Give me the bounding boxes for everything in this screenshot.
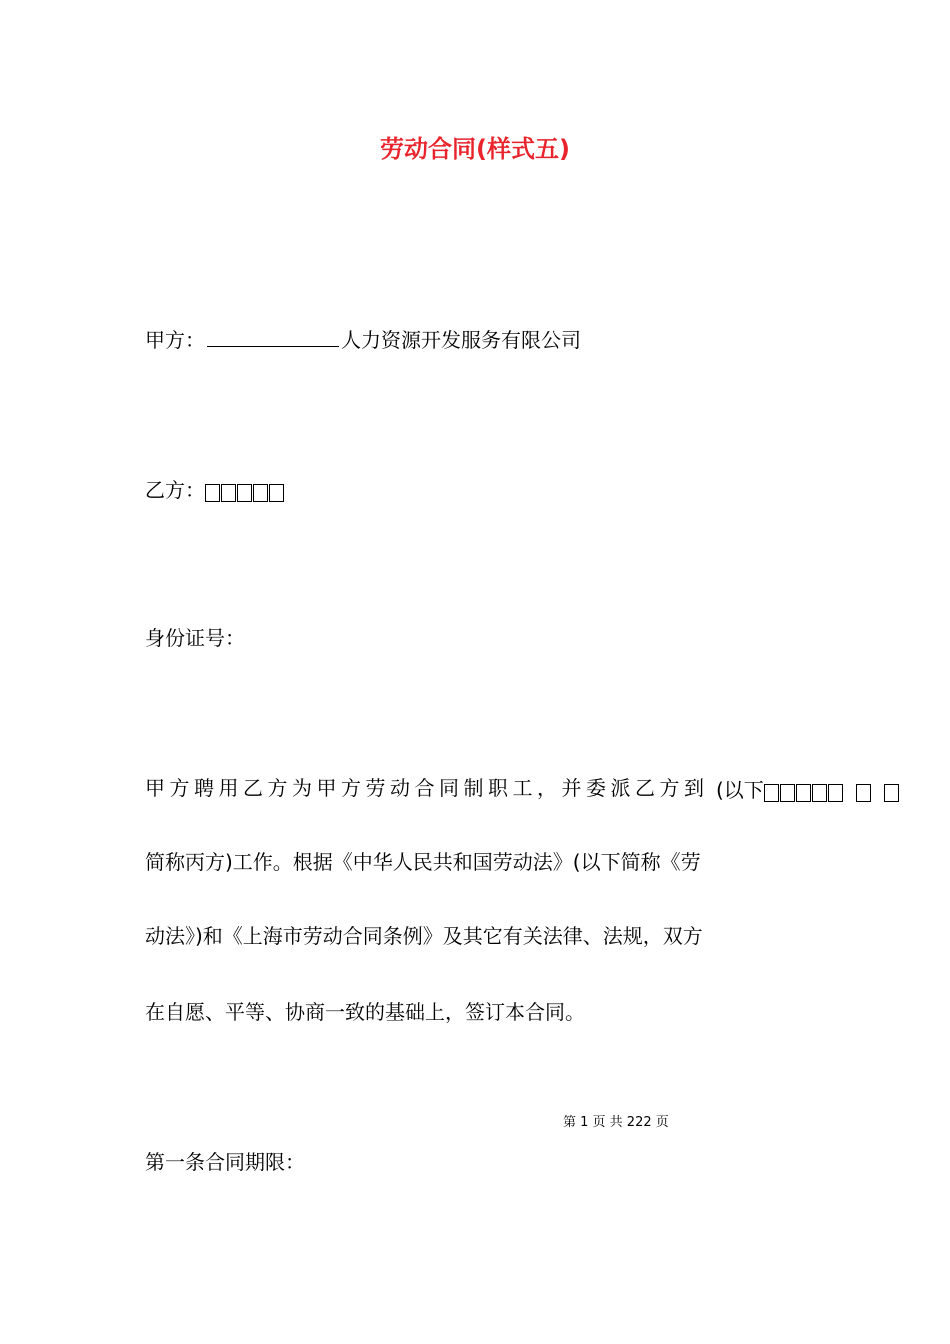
- paragraph-line-1-boxes: [764, 778, 900, 806]
- placeholder-box: [253, 484, 268, 502]
- party-a-line: [145, 326, 581, 354]
- paragraph-line-2-text: 简称丙方)工作。根据《中华人民共和国劳动法》(以下简称《劳: [145, 850, 701, 874]
- paragraph-line-3: [145, 922, 703, 950]
- party-a-company: 人力资源开发服务有限公司: [341, 328, 581, 352]
- paragraph-line-4: [145, 998, 585, 1026]
- page-footer: 第 1 页 共 222 页: [563, 1115, 669, 1130]
- paragraph-line-1: [145, 774, 709, 802]
- placeholder-box: [828, 784, 843, 802]
- paragraph-line-2: [145, 848, 701, 876]
- article-1-heading-text: 第一条合同期限：: [145, 1150, 305, 1174]
- article-1-heading: [145, 1148, 305, 1176]
- party-b-placeholder-boxes: [205, 478, 285, 506]
- party-b-line: [145, 476, 285, 506]
- placeholder-box: [269, 484, 284, 502]
- document-title: 劳动合同(样式五): [380, 135, 570, 163]
- paragraph-line-1-overlap: [716, 776, 900, 806]
- id-number-line: [145, 624, 245, 652]
- paragraph-line-4-text: 在自愿、平等、协商一致的基础上，签订本合同。: [145, 1000, 585, 1024]
- placeholder-box: [764, 784, 779, 802]
- placeholder-box: [237, 484, 252, 502]
- placeholder-box: [796, 784, 811, 802]
- id-number-label: 身份证号：: [145, 626, 245, 650]
- paragraph-line-1-overlap-text: (以下: [716, 778, 764, 802]
- placeholder-box: [884, 784, 899, 802]
- party-a-blank: [207, 326, 339, 347]
- party-a-label: 甲方：: [145, 328, 205, 352]
- placeholder-box: [812, 784, 827, 802]
- party-b-label: 乙方：: [145, 478, 205, 502]
- paragraph-line-1-text: 甲方聘用乙方为甲方劳动合同制职工，并委派乙方到: [145, 776, 709, 800]
- placeholder-box: [205, 484, 220, 502]
- placeholder-box: [221, 484, 236, 502]
- placeholder-box: [856, 784, 871, 802]
- placeholder-box: [780, 784, 795, 802]
- paragraph-line-3-text: 动法》)和《上海市劳动合同条例》及其它有关法律、法规，双方: [145, 924, 703, 948]
